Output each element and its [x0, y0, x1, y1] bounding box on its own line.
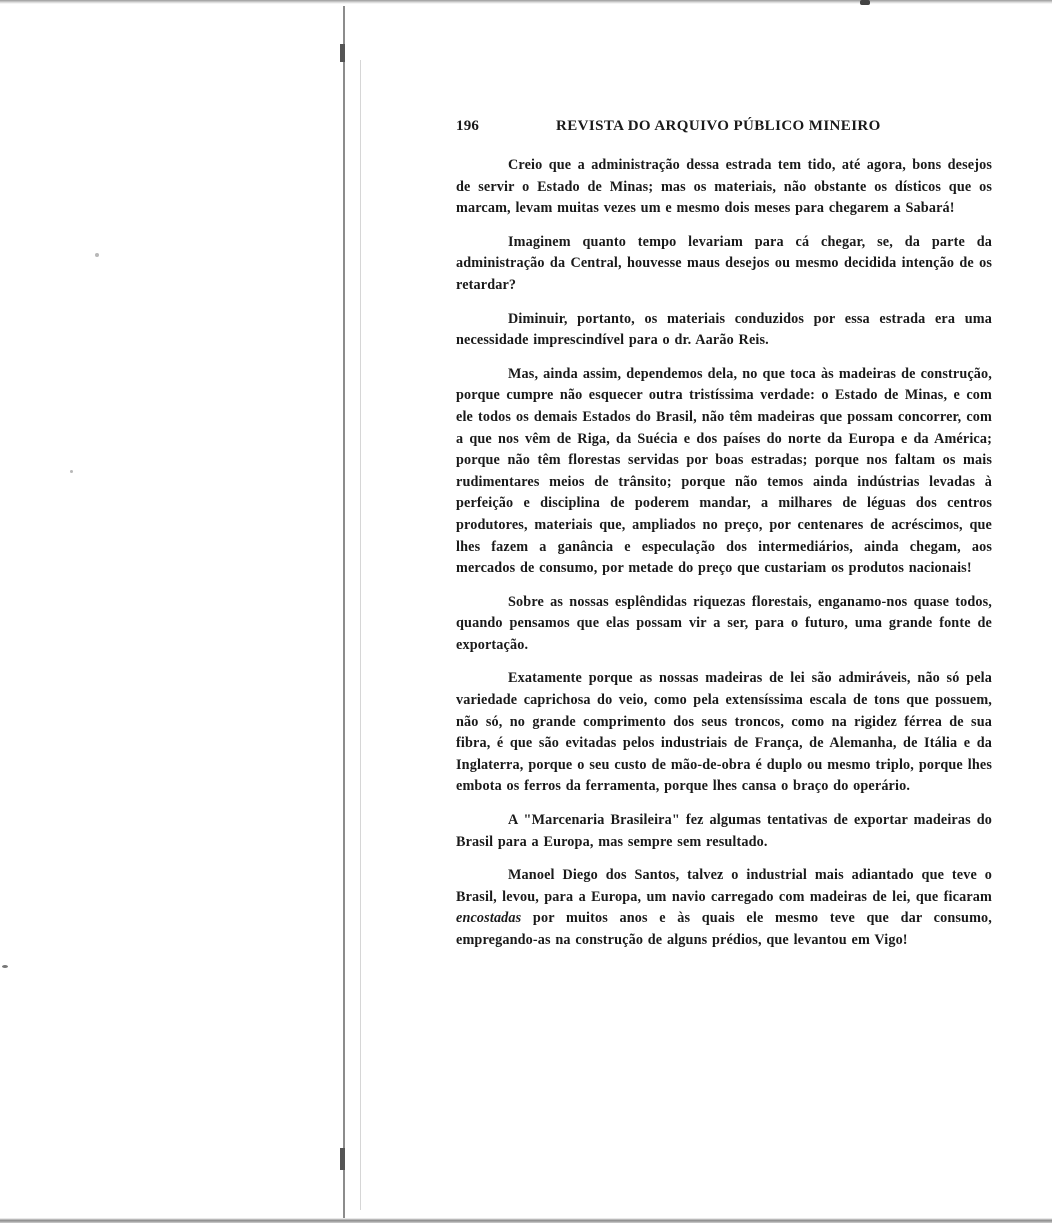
page-header [456, 118, 992, 135]
page-number: 196 [456, 118, 480, 134]
running-title: REVISTA DO ARQUIVO PÚBLICO MINEIRO [556, 118, 881, 134]
scan-speck [95, 253, 99, 257]
paragraph-5: Sobre as nossas esplêndidas riquezas florestais, enganamo-nos quase todos, quando pensamos que elas possam vir a ser, para o futuro, uma grande fonte de exportação. [456, 593, 992, 653]
paragraph-4: Mas, ainda assim, dependemos dela, no que toca às madeiras de construção, porque cumpre não esquecer outra tristíssima verdade: o Estado de Minas, e com ele todos os demais Estados do Brasil, não têm madeiras que possam concorrer, com a que nos vêm de Riga, da Suécia e dos países do norte da Europa e da América; porque não têm florestas servidas por boas estradas; porque nos faltam os mais rudimentares meios de trânsito; porque não temos ainda indústrias levadas à perfeição e disciplina de poderem mandar, a milhares de léguas dos centros produtores, materiais que, ampliados no preço, por centenares de acréscimos, que lhes fazem a ganância e especulação dos intermediários, ainda chegam, aos mercados de consumo, por metade do preço que custariam os produtos nacionais! [456, 365, 992, 577]
paragraph-2: Imaginem quanto tempo levariam para cá chegar, se, da parte da administração da Central, houvesse maus desejos ou mesmo decidida intenção de os retardar? [456, 233, 992, 293]
scan-speck [860, 0, 870, 5]
book-gutter [343, 6, 345, 1218]
paragraph-6: Exatamente porque as nossas madeiras de lei são admiráveis, não só pela variedade caprichosa do veio, como pela extensíssima escala de tons que possuem, não só, no grande comprimento dos seus troncos, como na rigidez férrea de sua fibra, é que são evitadas pelos industriais de França, de Alemanha, de Itália e da Inglaterra, porque o seu custo de mão-de-obra é duplo ou mesmo triplo, porque lhes embota os ferros da ferramenta, porque lhes cansa o braço do operário. [456, 670, 992, 795]
paragraph-3: Diminuir, portanto, os materiais conduzidos por essa estrada era uma necessidade imprescindível para o dr. Aarão Reis. [456, 310, 992, 349]
paragraph-8-end: por muitos anos e às quais ele mesmo teve que dar consumo, empregando-as na construção de alguns prédios, que levantou em Vigo! [456, 910, 992, 948]
gutter-mark [340, 44, 345, 62]
book-gutter-shadow [360, 60, 361, 1210]
paragraph-7: A "Marcenaria Brasileira" fez algumas tentativas de exportar madeiras do Brasil para a Europa, mas sempre sem resultado. [456, 812, 992, 850]
paragraph-8 [456, 865, 992, 951]
scan-top-edge [0, 0, 1052, 4]
scan-bottom-edge [0, 1218, 1052, 1223]
paragraph-8-start: Manoel Diego dos Santos, talvez o industrial mais adiantado que teve o Brasil, levou, para a Europa, um navio carregado com madeiras de lei, que ficaram [456, 867, 992, 905]
scan-speck [2, 965, 8, 968]
paragraph-8-emphasis: encostadas [456, 910, 522, 927]
paragraph-1: Creio que a administração dessa estrada tem tido, até agora, bons desejos de servir o Estado de Minas; mas os materiais, não obstante os dísticos que os marcam, levam muitas vezes um e mesmo dois meses para chegarem a Sabará! [456, 157, 992, 217]
scan-speck [70, 470, 73, 473]
gutter-mark [340, 1148, 345, 1170]
document-page [456, 118, 992, 964]
